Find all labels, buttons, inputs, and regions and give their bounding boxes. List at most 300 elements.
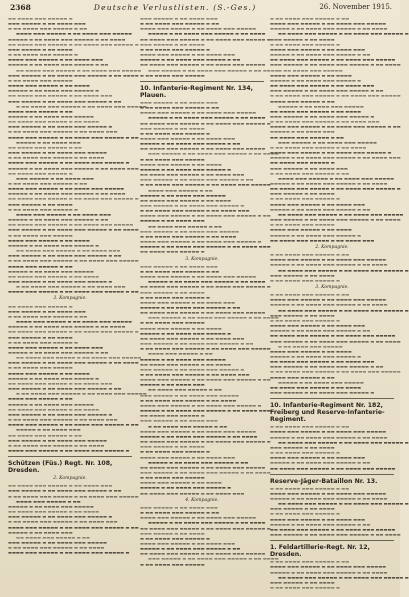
list-entry-line: ▬▬▬▬▬ ▬ ▬▬ ▬▬▬▬ ▬▬▬ bbox=[140, 218, 205, 224]
company-subheading: 3. Kompagnie. bbox=[53, 296, 87, 302]
list-entry-line: ▬▬▬▬▬ ▬ ▬▬ ▬▬▬▬ ▬▬▬ ▬▬▬▬▬ ▬ ▬▬ ▬▬▬▬ bbox=[8, 36, 126, 42]
list-entry-line: ▬▬▬▬ ▬▬▬ ▬▬▬▬▬ ▬ ▬▬ ▬▬▬▬ ▬▬▬ ▬▬▬▬▬ bbox=[140, 274, 257, 280]
list-entry-line: ▬ ▬▬ ▬▬▬▬ ▬▬▬ ▬▬▬▬▬ bbox=[140, 72, 205, 78]
list-entry-line: ▬▬▬▬▬ ▬ ▬▬ ▬▬▬▬ ▬▬▬ ▬▬▬▬▬ ▬ bbox=[140, 330, 232, 336]
list-entry-line: ▬▬ ▬▬▬▬ ▬▬▬ ▬▬▬▬▬ ▬ ▬▬ ▬▬▬▬ ▬▬▬ ▬▬▬▬▬ bbox=[140, 62, 266, 68]
list-entry-line: ▬▬ ▬▬▬▬ ▬▬▬ ▬▬▬▬▬ ▬ bbox=[8, 303, 73, 309]
list-entry-line: ▬ ▬▬ ▬▬▬▬ ▬▬▬ ▬▬▬▬▬ ▬ ▬▬ ▬▬▬▬ ▬▬▬ ▬▬▬▬▬ bbox=[270, 369, 401, 375]
list-entry-line: ▬▬▬ ▬▬▬▬▬ ▬ ▬▬ ▬▬▬▬ ▬▬▬ ▬▬▬▬▬ bbox=[140, 392, 239, 398]
list-entry-line: ▬▬▬ ▬▬▬▬▬ ▬ ▬▬ ▬▬▬▬ ▬▬▬ ▬▬▬▬▬ ▬ ▬▬ ▬▬▬▬ bbox=[140, 469, 271, 475]
list-entry-line: ▬▬▬▬▬ ▬ ▬▬ ▬▬▬▬ ▬▬▬ ▬▬▬▬▬ bbox=[8, 113, 94, 119]
list-entry-line: ▬▬ ▬▬▬▬ ▬▬▬ ▬▬▬▬▬ ▬ ▬▬ bbox=[270, 134, 344, 140]
list-entry-line: ▬ ▬▬ ▬▬▬▬ ▬▬▬ ▬▬▬▬▬ ▬ ▬▬ ▬▬▬▬ ▬▬▬ bbox=[8, 519, 118, 525]
list-entry-line: ▬ ▬▬ ▬▬▬▬ ▬▬▬ ▬▬▬▬▬ bbox=[140, 320, 205, 326]
list-entry-line: ▬▬ ▬▬▬▬ ▬▬▬ ▬▬▬▬▬ ▬ ▬▬ ▬▬▬▬ bbox=[8, 119, 100, 125]
list-entry-line: ▬▬▬ ▬▬▬▬▬ ▬ ▬▬ ▬▬▬▬ ▬▬▬ ▬▬▬▬▬ bbox=[278, 139, 377, 145]
list-entry-line: ▬▬ ▬▬▬▬ ▬▬▬ ▬▬▬▬▬ ▬ ▬▬ ▬▬▬▬ bbox=[8, 509, 100, 515]
list-entry-line: ▬▬▬ ▬▬▬▬▬ ▬ ▬▬ ▬▬▬▬ ▬▬▬ ▬▬▬▬▬ ▬ bbox=[8, 411, 113, 417]
list-entry-line: ▬▬▬▬▬ ▬ ▬▬ ▬▬▬▬ ▬▬▬ ▬▬▬▬▬ ▬ ▬▬ bbox=[140, 546, 241, 552]
list-entry-line: ▬▬▬▬ ▬▬▬ ▬▬▬▬▬ ▬ ▬▬ ▬▬▬▬ ▬▬▬ bbox=[140, 541, 236, 546]
list-entry-line: ▬▬▬ ▬▬▬▬▬ ▬ ▬▬ ▬▬▬▬ bbox=[140, 289, 205, 295]
list-entry-line: ▬ ▬▬ ▬▬▬▬ ▬▬▬ ▬▬▬▬▬ ▬ ▬▬ ▬▬▬▬ ▬▬▬ bbox=[8, 129, 118, 135]
list-entry-line: ▬▬▬▬ ▬▬▬ ▬▬▬▬▬ ▬ ▬▬ ▬▬▬▬ ▬▬▬ bbox=[270, 516, 366, 522]
list-entry-line: ▬▬ ▬▬▬▬ ▬▬▬ ▬▬▬▬▬ ▬ ▬▬ ▬▬▬▬ ▬▬▬ bbox=[140, 335, 245, 341]
list-entry-line: ▬ ▬▬ ▬▬▬▬ ▬▬▬ ▬▬▬▬▬ ▬ bbox=[270, 450, 340, 456]
list-entry-line: ▬▬▬▬ ▬▬▬ ▬▬▬▬▬ ▬ ▬▬ ▬▬▬▬ ▬▬▬ ▬▬▬▬▬ ▬ bbox=[8, 550, 130, 556]
list-entry-line: ▬▬▬▬ ▬▬▬ ▬▬▬▬▬ ▬ ▬▬ ▬▬▬▬ ▬▬▬ bbox=[270, 455, 366, 461]
list-entry-line: ▬▬▬ ▬▬▬▬▬ ▬ ▬▬ ▬▬▬▬ ▬▬▬ ▬▬▬▬▬ ▬ ▬▬ ▬▬▬▬ bbox=[270, 62, 401, 68]
list-entry-line: ▬▬▬ ▬▬▬▬▬ ▬ ▬▬ ▬▬▬▬ bbox=[140, 125, 205, 131]
list-entry-line: ▬▬▬▬▬ ▬ ▬▬ ▬▬▬▬ ▬▬▬ ▬▬▬▬▬ ▬ ▬▬ ▬▬▬▬ ▬▬▬ bbox=[270, 155, 401, 161]
list-entry-line: ▬ ▬▬ ▬▬▬▬ ▬▬▬ ▬▬▬▬▬ ▬ bbox=[270, 41, 340, 47]
list-entry-line: ▬▬▬▬▬ ▬ ▬▬ ▬▬▬▬ ▬▬▬ ▬▬▬▬▬ ▬ ▬▬ ▬▬▬▬ ▬▬▬ bbox=[8, 165, 139, 171]
list-entry-line: ▬▬ ▬▬▬▬ ▬▬▬ ▬▬▬▬▬ ▬ ▬▬ ▬▬▬▬ ▬▬▬ ▬▬▬▬▬ bbox=[270, 57, 396, 63]
list-entry-line: ▬▬ ▬▬▬▬ ▬▬▬ ▬▬▬▬▬ ▬ ▬▬ ▬▬▬▬ ▬▬▬ ▬▬▬▬▬ ▬ bbox=[278, 501, 409, 507]
list-entry-line: ▬▬▬▬ ▬▬▬ ▬▬▬▬▬ ▬ ▬▬ ▬▬▬▬ ▬▬▬ bbox=[140, 52, 236, 58]
list-entry-line: ▬▬▬▬ ▬▬▬ ▬▬▬▬▬ ▬ ▬▬ ▬▬▬▬ bbox=[270, 227, 352, 233]
list-entry-line: ▬▬▬▬ ▬▬▬ ▬▬▬▬▬ ▬ ▬▬ ▬▬▬▬ ▬▬▬ bbox=[270, 201, 366, 207]
list-entry-line: ▬ ▬▬ ▬▬▬▬ ▬▬▬ ▬▬▬▬▬ ▬ bbox=[270, 277, 340, 283]
list-entry-line: ▬▬ ▬▬▬▬ ▬▬▬ ▬▬▬▬▬ ▬ ▬▬ ▬▬▬▬ ▬▬▬ ▬▬▬▬▬ ▬ bbox=[140, 284, 271, 290]
list-entry-line: ▬▬▬▬▬ ▬ ▬▬ ▬▬▬▬ ▬▬▬ ▬▬▬▬▬ ▬ ▬▬ ▬▬▬▬ bbox=[270, 181, 388, 186]
list-entry-line: ▬▬▬▬ ▬▬▬ ▬▬▬▬▬ ▬ ▬▬ ▬▬▬▬ bbox=[140, 325, 222, 331]
list-entry-line: ▬▬▬▬ ▬▬▬ ▬▬▬▬▬ ▬ ▬▬ bbox=[270, 98, 335, 104]
list-entry-line: ▬▬▬ ▬▬▬▬▬ ▬ ▬▬ ▬▬▬▬ ▬▬▬ bbox=[140, 263, 218, 269]
list-entry-line: ▬▬▬ ▬▬▬▬▬ ▬ ▬▬ ▬▬▬▬ ▬▬▬ ▬▬▬▬▬ ▬ bbox=[8, 278, 113, 284]
list-entry-line: ▬▬▬▬ ▬▬▬ ▬▬▬▬▬ ▬ ▬▬ ▬▬▬▬ ▬▬▬ ▬▬▬▬▬ bbox=[270, 429, 387, 435]
list-entry-line: ▬▬ ▬▬▬▬ ▬▬▬ ▬▬▬▬▬ ▬ ▬▬ ▬▬▬▬ ▬▬▬ ▬▬▬▬▬ ▬ bbox=[140, 36, 271, 42]
list-entry-line: ▬▬▬ ▬▬▬▬▬ ▬ ▬▬ ▬▬▬▬ bbox=[140, 530, 205, 536]
list-entry-line: ▬ ▬▬ ▬▬▬▬ ▬▬▬ ▬▬▬▬▬ ▬ ▬▬ bbox=[140, 105, 220, 111]
list-entry-line: ▬▬ ▬▬▬▬ ▬▬▬ ▬▬▬▬▬ ▬ bbox=[140, 413, 205, 419]
text-column-2 bbox=[140, 16, 279, 591]
section-divider bbox=[270, 474, 394, 475]
list-entry-line: ▬▬ ▬▬▬▬ ▬▬▬ ▬▬▬▬▬ ▬ ▬▬ ▬▬▬▬ ▬▬▬ ▬▬▬▬▬ bbox=[140, 551, 266, 557]
list-entry-line: ▬▬ ▬▬▬▬ ▬▬▬ ▬▬▬▬▬ ▬ ▬▬ ▬▬▬▬ ▬▬▬ bbox=[8, 483, 113, 489]
list-entry-line: ▬ ▬▬ ▬▬▬▬ ▬▬▬ ▬▬▬▬▬ ▬ ▬▬ ▬▬▬▬ bbox=[140, 397, 237, 403]
list-entry-line: ▬ ▬▬ ▬▬▬▬ ▬▬▬ ▬▬▬▬▬ ▬ ▬▬ bbox=[8, 26, 88, 32]
company-subheading: 3. Kompagnie. bbox=[315, 284, 349, 290]
list-entry-line: ▬ ▬▬ ▬▬▬▬ ▬▬▬ ▬▬▬▬▬ ▬ ▬▬ bbox=[270, 16, 350, 21]
list-entry-line: ▬▬▬▬▬ ▬ ▬▬ ▬▬▬▬ ▬▬▬ ▬▬▬▬▬ ▬ ▬▬ ▬▬▬▬ bbox=[270, 26, 388, 32]
list-entry-line: ▬ ▬▬ ▬▬▬▬ ▬▬▬ ▬▬▬▬▬ ▬ ▬▬ ▬▬▬▬ bbox=[8, 545, 105, 551]
list-entry-line: ▬▬ ▬▬▬▬ ▬▬▬ ▬▬▬▬▬ ▬ ▬▬ ▬▬▬▬ ▬▬▬ ▬▬▬▬▬ bbox=[140, 146, 266, 152]
regiment-heading: 10. Infanterie-Regiment Nr. 182, Freiberg und Reserve-Infanterie-Regiment. bbox=[270, 402, 385, 424]
list-entry-line: ▬▬▬▬ ▬▬▬ ▬▬▬▬▬ ▬ ▬▬ ▬▬▬▬ ▬▬▬ ▬▬▬▬▬ bbox=[16, 31, 133, 37]
list-entry-line: ▬▬▬ ▬▬▬▬▬ ▬ ▬▬ ▬▬▬▬ bbox=[270, 36, 335, 42]
list-entry-line: ▬ ▬▬ ▬▬▬▬ ▬▬▬ ▬▬▬▬▬ ▬ ▬▬ ▬▬▬▬ ▬▬▬ ▬▬▬▬▬ bbox=[270, 93, 401, 99]
list-entry-line: ▬▬▬ ▬▬▬▬▬ ▬ ▬▬ ▬▬▬▬ bbox=[270, 272, 335, 278]
list-entry-line: ▬▬ ▬▬▬▬ ▬▬▬ ▬▬▬▬▬ ▬ ▬▬ ▬▬▬▬ bbox=[8, 273, 100, 279]
list-entry-line: ▬▬▬ ▬▬▬▬▬ ▬ ▬▬ ▬▬▬▬ ▬▬▬ ▬▬▬▬▬ ▬ ▬▬ ▬▬▬▬ bbox=[270, 338, 401, 344]
list-entry-line: ▬▬▬▬▬ ▬ ▬▬ ▬▬▬▬ ▬▬▬ ▬▬▬▬▬ ▬ ▬▬ ▬▬▬▬ bbox=[270, 262, 388, 268]
list-entry-line: ▬ ▬▬ ▬▬▬▬ ▬▬▬ ▬▬▬▬▬ bbox=[270, 222, 335, 228]
list-entry-line: ▬ ▬▬ ▬▬▬▬ ▬▬▬ ▬▬▬▬▬ ▬ ▬▬ ▬▬▬▬ ▬▬▬ bbox=[16, 284, 126, 290]
list-entry-line: ▬▬▬▬ ▬▬▬ ▬▬▬▬▬ ▬ ▬▬ ▬▬▬▬ ▬▬▬ ▬▬▬▬▬ bbox=[16, 319, 133, 325]
list-entry-line: ▬▬ ▬▬▬▬ ▬▬▬ ▬▬▬▬▬ ▬ ▬▬ ▬▬▬▬ ▬▬▬ ▬▬▬▬▬ bbox=[16, 67, 142, 73]
list-entry-line: ▬▬ ▬▬▬▬ ▬▬▬ ▬▬▬▬▬ ▬ ▬▬ ▬▬▬▬ ▬▬▬ ▬▬▬▬▬ ▬ bbox=[278, 307, 409, 313]
list-entry-line: ▬ ▬▬ ▬▬▬▬ ▬▬▬ ▬▬▬▬▬ ▬ ▬▬ ▬▬▬▬ ▬▬▬ bbox=[140, 208, 250, 214]
list-entry-line: ▬▬▬▬▬ ▬ ▬▬ ▬▬▬▬ ▬▬▬ ▬▬▬▬▬ ▬ ▬▬ bbox=[148, 459, 249, 465]
list-entry-line: ▬▬▬▬▬ ▬ ▬▬ ▬▬▬▬ ▬▬▬ ▬▬▬▬▬ ▬ bbox=[8, 375, 100, 381]
list-entry-line: ▬▬ ▬▬▬▬ ▬▬▬ ▬▬▬▬▬ ▬ ▬▬ ▬▬▬▬ ▬▬▬ bbox=[16, 248, 121, 254]
list-entry-line: ▬▬▬ ▬▬▬▬▬ ▬ ▬▬ ▬▬▬▬ ▬▬▬ ▬▬▬▬▬ ▬ ▬▬ bbox=[8, 98, 122, 104]
list-entry-line: ▬ ▬▬ ▬▬▬▬ ▬▬▬ ▬▬▬▬▬ bbox=[8, 365, 73, 371]
list-entry-line: ▬ ▬▬ ▬▬▬▬ ▬▬▬ ▬▬▬▬▬ ▬ bbox=[270, 511, 340, 517]
list-entry-line: ▬▬▬▬ ▬▬▬ ▬▬▬▬▬ ▬ ▬▬ ▬▬▬▬ ▬▬▬ ▬▬▬▬▬ ▬ bbox=[140, 239, 262, 245]
list-entry-line: ▬▬ ▬▬▬▬ ▬▬▬ ▬▬▬▬▬ ▬ ▬▬ ▬▬▬▬ ▬▬▬ bbox=[140, 172, 245, 178]
list-entry-line: ▬ ▬▬ ▬▬▬▬ ▬▬▬ ▬▬▬▬▬ ▬ ▬▬ ▬▬▬▬ ▬▬▬ ▬▬▬▬▬ bbox=[16, 391, 147, 397]
list-entry-line: ▬▬ ▬▬▬▬ ▬▬▬ ▬▬▬▬▬ ▬ ▬▬ ▬▬▬▬ bbox=[270, 384, 362, 390]
list-entry-line: ▬▬▬▬ ▬▬▬ ▬▬▬▬▬ ▬ ▬▬ ▬▬▬▬ ▬▬▬ ▬▬▬▬▬ bbox=[140, 26, 257, 32]
list-entry-line: ▬▬▬ ▬▬▬▬▬ ▬ ▬▬ ▬▬▬▬ bbox=[8, 46, 73, 52]
list-entry-line: ▬▬ ▬▬▬▬ ▬▬▬ ▬▬▬▬▬ ▬ ▬▬ ▬▬▬▬ ▬▬▬ bbox=[8, 93, 113, 99]
list-entry-line: ▬▬▬▬▬ ▬ ▬▬ ▬▬▬▬ ▬▬▬ ▬▬▬▬▬ ▬ ▬▬ bbox=[270, 52, 371, 58]
list-entry-line: ▬ ▬▬ ▬▬▬▬ ▬▬▬ ▬▬▬▬▬ bbox=[140, 561, 205, 567]
list-entry-line: ▬▬ ▬▬▬▬ ▬▬▬ ▬▬▬▬▬ ▬ ▬▬ ▬▬▬▬ ▬▬▬ bbox=[270, 83, 375, 89]
list-entry-line: ▬▬▬▬ ▬▬▬ ▬▬▬▬▬ ▬ ▬▬ ▬▬▬▬ bbox=[270, 348, 352, 354]
list-entry-line: ▬ ▬▬ ▬▬▬▬ ▬▬▬ ▬▬▬▬▬ ▬ ▬▬ ▬▬▬▬ ▬▬▬ bbox=[140, 372, 250, 377]
list-entry-line: ▬▬▬▬ ▬▬▬ ▬▬▬▬▬ ▬ ▬▬ ▬▬▬▬ ▬▬▬ ▬▬▬▬▬ ▬ ▬▬ bbox=[8, 524, 139, 530]
list-entry-line: ▬▬▬▬▬ ▬ ▬▬ ▬▬▬▬ ▬▬▬ ▬▬▬▬▬ ▬ ▬▬ ▬▬▬▬ bbox=[140, 433, 258, 439]
list-entry-line: ▬▬▬▬▬ ▬ ▬▬ ▬▬▬▬ ▬▬▬ ▬▬▬▬▬ ▬ ▬▬ ▬▬▬▬ bbox=[8, 191, 126, 197]
list-entry-line: ▬ ▬▬ ▬▬▬▬ ▬▬▬ ▬▬▬▬▬ ▬ ▬▬ ▬▬▬▬ bbox=[8, 442, 105, 448]
list-entry-line: ▬▬ ▬▬▬▬ ▬▬▬ ▬▬▬▬▬ ▬ ▬▬ ▬▬▬▬ ▬▬▬ bbox=[140, 490, 245, 496]
section-divider bbox=[140, 81, 264, 82]
list-entry-line: ▬▬ ▬▬▬▬ ▬▬▬ ▬▬▬▬▬ ▬ ▬▬ ▬▬▬▬ bbox=[140, 197, 232, 203]
list-entry-line: ▬ ▬▬ ▬▬▬▬ ▬▬▬ ▬▬▬▬▬ ▬ bbox=[140, 294, 210, 300]
list-entry-line: ▬▬ ▬▬▬▬ ▬▬▬ ▬▬▬▬▬ ▬ bbox=[8, 16, 73, 21]
list-entry-line: ▬▬▬ ▬▬▬▬▬ ▬ ▬▬ ▬▬▬▬ ▬▬▬ bbox=[140, 16, 218, 21]
list-entry-line: ▬ ▬▬ ▬▬▬▬ ▬▬▬ ▬▬▬▬▬ bbox=[278, 67, 343, 73]
list-entry-line: ▬ ▬▬ ▬▬▬▬ ▬▬▬ ▬▬▬▬▬ ▬ bbox=[8, 339, 78, 345]
list-entry-line: ▬▬▬▬▬ ▬ ▬▬ ▬▬▬▬ ▬▬▬ bbox=[140, 382, 205, 388]
list-entry-line: ▬▬▬▬ ▬▬▬ ▬▬▬▬▬ ▬ ▬▬ ▬▬▬▬ ▬▬▬ ▬▬▬▬▬ ▬ bbox=[270, 150, 392, 156]
list-entry-line: ▬▬ ▬▬▬▬ ▬▬▬ ▬▬▬▬▬ ▬ ▬▬ ▬▬▬▬ ▬▬▬ ▬▬▬▬▬ ▬ bbox=[140, 120, 271, 126]
list-entry-line: ▬▬▬ ▬▬▬▬▬ ▬ ▬▬ ▬▬▬▬ bbox=[270, 444, 335, 450]
list-entry-line: ▬▬▬▬ ▬▬▬ ▬▬▬▬▬ ▬ ▬▬ ▬▬▬▬ ▬▬▬ ▬▬▬▬▬ ▬ bbox=[140, 402, 262, 408]
list-entry-line: ▬▬▬▬▬ ▬ ▬▬ ▬▬▬▬ ▬▬▬ bbox=[8, 529, 73, 535]
list-entry-line: ▬▬▬ ▬▬▬▬▬ ▬ ▬▬ ▬▬▬▬ ▬▬▬ bbox=[8, 308, 86, 314]
list-entry-line: ▬▬▬▬▬ ▬ ▬▬ ▬▬▬▬ ▬▬▬ bbox=[16, 139, 81, 145]
list-entry-line: ▬▬ ▬▬▬▬ ▬▬▬ ▬▬▬▬▬ ▬ ▬▬ bbox=[148, 223, 222, 229]
list-entry-line: ▬▬▬▬▬ ▬ ▬▬ ▬▬▬▬ ▬▬▬ ▬▬▬▬▬ ▬ bbox=[140, 485, 232, 491]
company-subheading: 2. Kompagnie. bbox=[315, 244, 349, 250]
list-entry-line: ▬▬▬ ▬▬▬▬▬ ▬ ▬▬ ▬▬▬▬ ▬▬▬ ▬▬▬▬▬ bbox=[8, 150, 107, 156]
list-entry-line: ▬▬▬▬▬ ▬ ▬▬ ▬▬▬▬ ▬▬▬ ▬▬▬▬▬ ▬ ▬▬ ▬▬▬▬ bbox=[270, 302, 388, 308]
list-entry-line: ▬▬▬▬ ▬▬▬ ▬▬▬▬▬ ▬ ▬▬ ▬▬▬▬ ▬▬▬ ▬▬▬▬▬ ▬ bbox=[8, 160, 130, 166]
list-entry-line: ▬▬▬▬ ▬▬▬ ▬▬▬▬▬ ▬ ▬▬ ▬▬▬▬ bbox=[8, 237, 90, 243]
list-entry-line: ▬▬▬▬ ▬▬▬ ▬▬▬▬▬ ▬ ▬▬ bbox=[8, 263, 73, 269]
list-entry-line: ▬▬▬▬ ▬▬▬ ▬▬▬▬▬ ▬ ▬▬ ▬▬▬▬ ▬▬▬ bbox=[140, 454, 236, 460]
list-entry-line: ▬▬▬▬ ▬▬▬ ▬▬▬▬▬ ▬ ▬▬ ▬▬▬▬ ▬▬▬ bbox=[140, 135, 236, 141]
list-entry-line: ▬▬▬▬ ▬▬▬ ▬▬▬▬▬ ▬ ▬▬ bbox=[148, 187, 213, 193]
list-entry-line: ▬▬ ▬▬▬▬ ▬▬▬ ▬▬▬▬▬ ▬ ▬▬ ▬▬▬▬ ▬▬▬ ▬▬▬▬▬ ▬ bbox=[278, 267, 409, 273]
list-entry-line: ▬ ▬▬ ▬▬▬▬ ▬▬▬ ▬▬▬▬▬ ▬ ▬▬ ▬▬▬▬ ▬▬▬ ▬▬▬▬▬ bbox=[8, 258, 139, 264]
list-entry-line: ▬▬▬▬▬ ▬ ▬▬ ▬▬▬▬ ▬▬▬ ▬▬▬▬▬ ▬ ▬▬ ▬▬▬▬ bbox=[8, 324, 126, 330]
section-divider bbox=[8, 456, 132, 457]
list-entry-line: ▬ ▬▬ ▬▬▬▬ ▬▬▬ ▬▬▬▬▬ ▬ ▬▬ ▬▬▬▬ ▬▬▬ ▬▬▬▬▬ bbox=[16, 103, 147, 109]
list-entry-line: ▬▬▬ ▬▬▬▬▬ ▬ ▬▬ ▬▬▬▬ ▬▬▬ ▬▬▬▬▬ ▬ ▬▬ ▬▬▬▬ bbox=[148, 556, 279, 562]
list-entry-line: ▬▬▬ ▬▬▬▬▬ ▬ ▬▬ ▬▬▬▬ ▬▬▬ bbox=[8, 21, 86, 27]
list-entry-line: ▬ ▬▬ ▬▬▬▬ ▬▬▬ ▬▬▬▬▬ ▬ ▬▬ bbox=[8, 313, 88, 319]
list-entry-line: ▬▬▬ ▬▬▬▬▬ ▬ ▬▬ ▬▬▬▬ ▬▬▬ ▬▬▬▬▬ ▬ ▬▬ ▬▬▬▬ bbox=[270, 532, 401, 538]
list-entry-line: ▬▬▬▬ ▬▬▬ ▬▬▬▬▬ ▬ ▬▬ ▬▬▬▬ ▬▬▬ ▬▬▬▬▬ ▬ bbox=[8, 447, 130, 453]
list-entry-line: ▬▬▬ ▬▬▬▬▬ ▬ ▬▬ ▬▬▬▬ ▬▬▬ ▬▬▬▬▬ ▬ ▬▬ bbox=[8, 488, 122, 494]
list-entry-line: ▬▬ ▬▬▬▬ ▬▬▬ ▬▬▬▬▬ ▬ ▬▬ ▬▬▬▬ ▬▬▬ ▬▬▬▬▬ ▬ bbox=[278, 31, 409, 37]
list-entry-line: ▬▬ ▬▬▬▬ ▬▬▬ ▬▬▬▬▬ ▬ ▬▬ ▬▬▬▬ ▬▬▬ bbox=[270, 359, 375, 365]
list-entry-line: ▬▬ ▬▬▬▬ ▬▬▬ ▬▬▬▬▬ ▬ ▬▬ ▬▬▬▬ ▬▬▬ ▬▬▬▬▬ bbox=[16, 355, 142, 361]
list-entry-line: ▬ ▬▬ ▬▬▬▬ ▬▬▬ ▬▬▬▬▬ ▬ bbox=[140, 46, 210, 52]
publication-title: Deutsche Verlustlisten. (S.-Ges.) bbox=[93, 2, 257, 12]
list-entry-line: ▬▬ ▬▬▬▬ ▬▬▬ ▬▬▬▬▬ ▬ ▬▬ ▬▬▬▬ ▬▬▬ ▬▬▬▬▬ ▬ bbox=[140, 439, 271, 445]
list-entry-line: ▬▬▬▬▬ ▬ ▬▬ ▬▬▬▬ ▬▬▬ ▬▬▬▬▬ ▬ ▬▬ bbox=[270, 206, 371, 212]
list-entry-line: ▬▬▬▬ ▬▬▬ ▬▬▬▬▬ ▬ ▬▬ ▬▬▬▬ ▬▬▬ ▬▬▬▬▬ ▬ ▬▬ bbox=[140, 213, 271, 219]
list-entry-line: ▬ ▬▬ ▬▬▬▬ ▬▬▬ ▬▬▬▬▬ ▬ ▬▬ ▬▬▬▬ bbox=[270, 144, 367, 150]
list-entry-line: ▬▬▬ ▬▬▬▬▬ ▬ ▬▬ ▬▬▬▬ ▬▬▬ ▬▬▬▬▬ ▬ ▬▬ bbox=[8, 386, 122, 392]
list-entry-line: ▬▬▬ ▬▬▬▬▬ ▬ ▬▬ ▬▬▬▬ ▬▬▬ ▬▬▬▬▬ bbox=[8, 437, 107, 443]
list-entry-line: ▬ ▬▬ ▬▬▬▬ ▬▬▬ ▬▬▬▬▬ ▬ ▬▬ ▬▬▬▬ ▬▬▬ ▬▬▬▬▬ bbox=[140, 346, 271, 352]
list-entry-line: ▬▬▬▬▬ ▬ ▬▬ ▬▬▬▬ ▬▬▬ ▬▬▬▬▬ ▬ ▬▬ ▬▬▬▬ bbox=[148, 31, 266, 37]
list-entry-line: ▬▬▬▬ ▬▬▬ ▬▬▬▬▬ ▬ ▬▬ ▬▬▬▬ bbox=[270, 72, 352, 78]
list-entry-line: ▬▬▬ ▬▬▬▬▬ ▬ ▬▬ ▬▬▬▬ ▬▬▬ ▬▬▬▬▬ ▬ bbox=[270, 113, 375, 119]
list-entry-line: ▬ ▬▬ ▬▬▬▬ ▬▬▬ ▬▬▬▬▬ ▬ ▬▬ ▬▬▬▬ ▬▬▬ ▬▬▬▬▬ bbox=[140, 182, 271, 188]
list-entry-line: ▬▬ ▬▬▬▬ ▬▬▬ ▬▬▬▬▬ ▬ bbox=[270, 160, 335, 166]
list-entry-line: ▬ ▬▬ ▬▬▬▬ ▬▬▬ ▬▬▬▬▬ ▬ bbox=[270, 585, 340, 590]
list-entry-line: ▬▬▬ ▬▬▬▬▬ ▬ ▬▬ ▬▬▬▬ ▬▬▬ ▬▬▬▬▬ ▬ ▬▬ ▬▬▬▬ bbox=[148, 67, 279, 73]
list-entry-line: ▬ ▬▬ ▬▬▬▬ ▬▬▬ ▬▬▬▬▬ ▬ bbox=[140, 130, 210, 136]
list-entry-line: ▬▬▬▬ ▬▬▬ ▬▬▬▬▬ ▬ ▬▬ ▬▬▬▬ ▬▬▬ ▬▬▬▬▬ ▬ ▬▬ bbox=[140, 377, 271, 383]
list-entry-line: ▬▬▬▬ ▬▬▬ ▬▬▬▬▬ ▬ ▬▬ ▬▬▬▬ ▬▬▬ ▬▬▬▬▬ bbox=[8, 186, 125, 192]
list-entry-line: ▬▬ ▬▬▬▬ ▬▬▬ ▬▬▬▬▬ ▬ ▬▬ ▬▬▬▬ ▬▬▬ ▬▬▬▬▬ bbox=[270, 526, 396, 532]
regiment-heading: 1. Feldartillerie-Regt. Nr. 12, Dresden. bbox=[270, 544, 370, 559]
list-entry-line: ▬▬▬ ▬▬▬▬▬ ▬ ▬▬ ▬▬▬▬ ▬▬▬ ▬▬▬▬▬ ▬ bbox=[270, 390, 375, 396]
list-entry-line: ▬▬▬▬ ▬▬▬ ▬▬▬▬▬ ▬ ▬▬ ▬▬▬▬ ▬▬▬ ▬▬▬▬▬ bbox=[270, 21, 387, 27]
list-entry-line: ▬▬▬▬▬ ▬ ▬▬ ▬▬▬▬ ▬▬▬ ▬▬▬▬▬ bbox=[278, 379, 364, 385]
list-entry-line: ▬▬▬ ▬▬▬▬▬ ▬ ▬▬ ▬▬▬▬ bbox=[270, 191, 335, 197]
list-entry-line: ▬▬ ▬▬▬▬ ▬▬▬ ▬▬▬▬▬ ▬ ▬▬ ▬▬▬▬ bbox=[270, 108, 362, 114]
list-entry-line: ▬▬▬ ▬▬▬▬▬ ▬ ▬▬ ▬▬▬▬ ▬▬▬ bbox=[140, 99, 218, 105]
list-entry-line: ▬▬▬▬▬ ▬ ▬▬ ▬▬▬▬ ▬▬▬ ▬▬▬▬▬ ▬ ▬▬ bbox=[270, 460, 371, 466]
list-entry-line: ▬▬▬▬▬ ▬ ▬▬ ▬▬▬▬ ▬▬▬ ▬▬▬▬▬ ▬ ▬▬ bbox=[270, 328, 371, 334]
list-entry-line: ▬▬ ▬▬▬▬ ▬▬▬ ▬▬▬▬▬ ▬ ▬▬ ▬▬▬▬ ▬▬▬ ▬▬▬▬▬ ▬ bbox=[8, 329, 139, 335]
company-subheading: 3. Kompagnie. bbox=[185, 256, 219, 262]
list-entry-line: ▬▬ ▬▬▬▬ ▬▬▬ ▬▬▬▬▬ ▬ bbox=[8, 170, 73, 176]
list-entry-line: ▬▬▬▬ ▬▬▬ ▬▬▬▬▬ ▬ ▬▬ ▬▬▬▬ ▬▬▬ ▬▬▬▬▬ ▬ ▬▬ bbox=[8, 422, 139, 428]
list-entry-line: ▬ ▬▬ ▬▬▬▬ ▬▬▬ ▬▬▬▬▬ ▬ bbox=[270, 196, 340, 202]
list-entry-line: ▬▬▬▬ ▬▬▬ ▬▬▬▬▬ ▬ ▬▬ ▬▬▬▬ bbox=[140, 161, 222, 167]
list-entry-line: ▬▬ ▬▬▬▬ ▬▬▬ ▬▬▬▬▬ ▬ ▬▬ ▬▬▬▬ ▬▬▬ ▬▬▬▬▬ bbox=[8, 222, 134, 228]
list-entry-line: ▬▬▬▬▬ ▬ ▬▬ ▬▬▬▬ ▬▬▬ ▬▬▬▬▬ bbox=[8, 401, 94, 407]
page-header bbox=[10, 1, 392, 13]
list-entry-line: ▬ ▬▬ ▬▬▬▬ ▬▬▬ ▬▬▬▬▬ ▬ ▬▬ bbox=[148, 423, 228, 429]
list-entry-line: ▬▬▬ ▬▬▬▬▬ ▬ ▬▬ ▬▬▬▬ ▬▬▬ ▬▬▬▬▬ ▬ ▬▬ bbox=[8, 253, 122, 259]
company-subheading: 2. Kompagnie. bbox=[53, 476, 87, 482]
list-entry-line: ▬▬ ▬▬▬▬ ▬▬▬ ▬▬▬▬▬ ▬ bbox=[140, 249, 205, 255]
list-entry-line: ▬▬ ▬▬▬▬ ▬▬▬ ▬▬▬▬▬ ▬ ▬▬ ▬▬▬▬ bbox=[140, 361, 232, 367]
company-subheading: 4. Kompagnie. bbox=[185, 497, 219, 503]
list-entry-line: ▬▬ ▬▬▬▬ ▬▬▬ ▬▬▬▬▬ ▬ ▬▬ ▬▬▬▬ ▬▬▬ ▬▬▬▬▬ bbox=[140, 464, 266, 470]
list-entry-line: ▬▬▬▬ ▬▬▬ ▬▬▬▬▬ ▬ ▬▬ ▬▬▬▬ ▬▬▬ ▬▬▬▬▬ bbox=[270, 257, 387, 263]
list-entry-line: ▬▬▬▬▬ ▬ ▬▬ ▬▬▬▬ ▬▬▬ ▬▬▬▬▬ bbox=[278, 103, 364, 109]
list-entry-line: ▬▬▬▬▬ ▬ ▬▬ ▬▬▬▬ ▬▬▬ ▬▬▬▬▬ ▬ bbox=[140, 166, 232, 172]
list-entry-line: ▬▬▬▬▬ ▬ ▬▬ ▬▬▬▬ ▬▬▬ bbox=[270, 129, 335, 135]
list-entry-line: ▬▬▬ ▬▬▬▬▬ ▬ ▬▬ ▬▬▬▬ ▬▬▬ ▬▬▬▬▬ ▬ bbox=[8, 514, 113, 520]
list-entry-line: ▬ ▬▬ ▬▬▬▬ ▬▬▬ ▬▬▬▬▬ bbox=[8, 77, 73, 83]
list-entry-line: ▬ ▬▬ ▬▬▬▬ ▬▬▬ ▬▬▬▬▬ ▬ bbox=[140, 535, 210, 541]
list-entry-line: ▬▬▬ ▬▬▬▬▬ ▬ ▬▬ ▬▬▬▬ ▬▬▬ bbox=[270, 165, 348, 171]
list-entry-line: ▬▬▬▬ ▬▬▬ ▬▬▬▬▬ ▬ ▬▬ ▬▬▬▬ ▬▬▬ bbox=[270, 323, 366, 329]
list-entry-line: ▬▬▬▬ ▬▬▬ ▬▬▬▬▬ ▬ ▬▬ ▬▬▬▬ bbox=[8, 83, 90, 89]
list-entry-line: ▬▬▬▬ ▬▬▬ ▬▬▬▬▬ ▬ ▬▬ ▬▬▬▬ ▬▬▬ ▬▬▬▬▬ ▬ ▬▬ bbox=[8, 289, 139, 295]
list-entry-line: ▬ ▬▬ ▬▬▬▬ ▬▬▬ ▬▬▬▬▬ ▬ bbox=[8, 206, 78, 212]
list-entry-line: ▬▬▬ ▬▬▬▬▬ ▬ ▬▬ ▬▬▬▬ ▬▬▬ ▬▬▬▬▬ ▬ ▬▬ ▬▬▬▬ bbox=[148, 151, 279, 157]
list-entry-line: ▬▬▬▬ ▬▬▬ ▬▬▬▬▬ ▬ ▬▬ ▬▬▬▬ ▬▬▬ ▬▬▬▬▬ bbox=[270, 297, 387, 303]
list-entry-line: ▬▬▬▬▬ ▬ ▬▬ ▬▬▬▬ ▬▬▬ ▬▬▬▬▬ ▬ ▬▬ ▬▬▬▬ bbox=[148, 279, 266, 285]
list-entry-line: ▬▬▬ ▬▬▬▬▬ ▬ ▬▬ ▬▬▬▬ ▬▬▬ bbox=[140, 504, 218, 510]
list-entry-line: ▬▬▬▬▬ ▬ ▬▬ ▬▬▬▬ ▬▬▬ ▬▬▬▬▬ ▬ ▬▬ ▬▬▬▬ ▬▬▬ bbox=[140, 244, 271, 250]
list-entry-line: ▬▬▬▬▬ ▬ ▬▬ ▬▬▬▬ ▬▬▬ ▬▬▬▬▬ bbox=[140, 192, 226, 198]
page-number: 2368 bbox=[10, 2, 31, 12]
list-entry-line: ▬▬▬ ▬▬▬▬▬ ▬ ▬▬ ▬▬▬▬ ▬▬▬ ▬▬▬▬▬ ▬ ▬▬ bbox=[140, 177, 254, 183]
list-entry-line: ▬▬▬ ▬▬▬▬▬ ▬ ▬▬ ▬▬▬▬ ▬▬▬ ▬▬▬▬▬ ▬ bbox=[140, 366, 245, 372]
list-entry-line: ▬ ▬▬ ▬▬▬▬ ▬▬▬ ▬▬▬▬▬ ▬ ▬▬ ▬▬▬▬ bbox=[8, 155, 105, 161]
list-entry-line: ▬▬ ▬▬▬▬ ▬▬▬ ▬▬▬▬▬ ▬ ▬▬ ▬▬▬▬ ▬▬▬ ▬▬▬▬▬ bbox=[140, 310, 266, 316]
list-entry-line: ▬▬▬ ▬▬▬▬▬ ▬ ▬▬ ▬▬▬▬ ▬▬▬ ▬▬▬▬▬ bbox=[140, 228, 239, 234]
list-entry-line: ▬▬▬ ▬▬▬▬▬ ▬ ▬▬ ▬▬▬▬ ▬▬▬ ▬▬▬▬▬ ▬ ▬▬ ▬▬▬▬ bbox=[270, 217, 401, 223]
list-entry-line: ▬ ▬▬ ▬▬▬▬ ▬▬▬ ▬▬▬▬▬ bbox=[8, 232, 73, 238]
list-entry-line: ▬ ▬▬ ▬▬▬▬ ▬▬▬ ▬▬▬▬▬ ▬ ▬▬ bbox=[140, 268, 220, 274]
list-entry-line: ▬▬▬▬▬ ▬ ▬▬ ▬▬▬▬ ▬▬▬ ▬▬▬▬▬ ▬ ▬▬ bbox=[8, 217, 109, 223]
list-entry-line: ▬▬▬▬ ▬▬▬ ▬▬▬▬▬ ▬ ▬▬ ▬▬▬▬ bbox=[140, 480, 222, 486]
list-entry-line: ▬▬ ▬▬▬▬ ▬▬▬ ▬▬▬▬▬ ▬ ▬▬ ▬▬▬▬ ▬▬▬ ▬▬▬▬▬ ▬ bbox=[278, 439, 409, 445]
list-entry-line: ▬▬ ▬▬▬▬ ▬▬▬ ▬▬▬▬▬ ▬ ▬▬ ▬▬▬▬ ▬▬▬ ▬▬▬▬▬ ▬ bbox=[140, 525, 271, 531]
list-entry-line: ▬▬▬▬▬ ▬ ▬▬ ▬▬▬▬ ▬▬▬ ▬▬▬▬▬ bbox=[8, 503, 94, 509]
list-entry-line: ▬ ▬▬ ▬▬▬▬ ▬▬▬ ▬▬▬▬▬ ▬ ▬▬ ▬▬▬▬ ▬▬▬ ▬▬▬▬▬ bbox=[8, 493, 139, 499]
list-entry-line: ▬▬▬▬▬ ▬ ▬▬ ▬▬▬▬ ▬▬▬ ▬▬▬▬▬ ▬ ▬▬ ▬▬▬▬ bbox=[270, 569, 388, 575]
list-entry-line: ▬▬▬▬▬ ▬ ▬▬ ▬▬▬▬ ▬▬▬ ▬▬▬▬▬ ▬ bbox=[270, 77, 362, 83]
list-entry-line: ▬▬▬ ▬▬▬▬▬ ▬ ▬▬ ▬▬▬▬ ▬▬▬ ▬▬▬▬▬ ▬ ▬▬ ▬▬▬▬ bbox=[8, 360, 139, 366]
list-entry-line: ▬▬ ▬▬▬▬ ▬▬▬ ▬▬▬▬▬ ▬ ▬▬ ▬▬▬▬ ▬▬▬ ▬▬▬▬▬ ▬ bbox=[8, 196, 139, 202]
list-entry-line: ▬▬▬▬▬ ▬ ▬▬ ▬▬▬▬ ▬▬▬ ▬▬▬▬▬ ▬ bbox=[8, 242, 100, 248]
list-entry-line: ▬▬▬ ▬▬▬▬▬ ▬ ▬▬ ▬▬▬▬ ▬▬▬ ▬▬▬▬▬ ▬ bbox=[8, 124, 113, 130]
list-entry-line: ▬▬▬▬▬ ▬ ▬▬ ▬▬▬▬ ▬▬▬ ▬▬▬▬▬ ▬ ▬▬ bbox=[8, 62, 109, 68]
list-entry-line: ▬▬▬ ▬▬▬▬▬ ▬ ▬▬ ▬▬▬▬ ▬▬▬ ▬▬▬▬▬ ▬ ▬▬ ▬▬▬▬ bbox=[148, 315, 279, 321]
list-entry-line: ▬▬▬▬▬ ▬ ▬▬ ▬▬▬▬ ▬▬▬ ▬▬▬▬▬ ▬ bbox=[270, 354, 362, 359]
list-entry-line: ▬ ▬▬ ▬▬▬▬ ▬▬▬ ▬▬▬▬▬ ▬ ▬▬ bbox=[270, 559, 350, 565]
list-entry-line: ▬▬▬▬▬ ▬ ▬▬ ▬▬▬▬ ▬▬▬ ▬▬▬▬▬ ▬ ▬▬ bbox=[8, 350, 109, 355]
list-entry-line: ▬▬▬▬ ▬▬▬ ▬▬▬▬▬ ▬ ▬▬ ▬▬▬▬ ▬▬▬ bbox=[270, 46, 366, 52]
list-entry-line: ▬▬▬▬ ▬▬▬ ▬▬▬▬▬ ▬ ▬▬ ▬▬▬▬ ▬▬▬ ▬▬▬▬▬ bbox=[270, 490, 387, 496]
list-entry-line: ▬ ▬▬ ▬▬▬▬ ▬▬▬ ▬▬▬▬▬ bbox=[278, 343, 343, 349]
list-entry-line: ▬▬ ▬▬▬▬ ▬▬▬ ▬▬▬▬▬ ▬ ▬▬ ▬▬▬▬ ▬▬▬ bbox=[270, 237, 375, 243]
list-entry-line: ▬▬ ▬▬▬▬ ▬▬▬ ▬▬▬▬▬ ▬ ▬▬ ▬▬▬▬ ▬▬▬ ▬▬▬▬▬ bbox=[270, 465, 396, 471]
list-entry-line: ▬▬▬▬ ▬▬▬ ▬▬▬▬▬ ▬ ▬▬ ▬▬▬▬ ▬▬▬ ▬▬▬▬▬ bbox=[278, 175, 395, 181]
list-entry-line: ▬ ▬▬ ▬▬▬▬ ▬▬▬ ▬▬▬▬▬ ▬ ▬▬ ▬▬▬▬ ▬▬▬ bbox=[270, 119, 380, 125]
list-entry-line: ▬▬▬▬▬ ▬ ▬▬ ▬▬▬▬ ▬▬▬ ▬▬▬▬▬ ▬ ▬▬ bbox=[140, 304, 241, 310]
list-entry-line: ▬▬ ▬▬▬▬ ▬▬▬ ▬▬▬▬▬ ▬ ▬▬ bbox=[148, 387, 222, 393]
list-entry-line: ▬▬▬ ▬▬▬▬▬ ▬ ▬▬ ▬▬▬▬ bbox=[270, 506, 335, 512]
list-entry-line: ▬▬▬▬ ▬▬▬ ▬▬▬▬▬ ▬ ▬▬ ▬▬▬▬ ▬▬▬ bbox=[140, 299, 236, 305]
list-entry-line: ▬▬▬ ▬▬▬▬▬ ▬ ▬▬ ▬▬▬▬ ▬▬▬ ▬▬▬▬▬ bbox=[8, 540, 107, 545]
list-entry-line: ▬ ▬▬ ▬▬▬▬ ▬▬▬ ▬▬▬▬▬ bbox=[140, 475, 205, 481]
text-column-1 bbox=[8, 16, 147, 591]
list-entry-line: ▬▬▬ ▬▬▬▬▬ ▬ ▬▬ ▬▬▬▬ bbox=[8, 334, 73, 340]
list-entry-line: ▬▬▬ ▬▬▬▬▬ ▬ ▬▬ ▬▬▬▬ bbox=[270, 312, 335, 318]
list-entry-line: ▬▬▬▬ ▬▬▬ ▬▬▬▬▬ ▬ ▬▬ bbox=[16, 498, 81, 504]
list-entry-line: ▬ ▬▬ ▬▬▬▬ ▬▬▬ ▬▬▬▬▬ ▬ ▬▬ bbox=[270, 170, 350, 176]
list-entry-line: ▬▬▬▬ ▬▬▬ ▬▬▬▬▬ ▬ ▬▬ bbox=[8, 108, 73, 114]
list-entry-line: ▬▬▬▬ ▬▬▬ ▬▬▬▬▬ ▬ ▬▬ ▬▬▬▬ ▬▬▬ bbox=[8, 57, 104, 63]
list-entry-line: ▬▬▬▬▬ ▬ ▬▬ ▬▬▬▬ ▬▬▬ ▬▬▬▬▬ ▬ ▬▬ bbox=[270, 521, 371, 527]
list-entry-line: ▬▬▬▬ ▬▬▬ ▬▬▬▬▬ ▬ ▬▬ bbox=[148, 351, 213, 357]
list-entry-line: ▬▬ ▬▬▬▬ ▬▬▬ ▬▬▬▬▬ ▬ ▬▬ bbox=[8, 432, 82, 438]
list-entry-line: ▬ ▬▬ ▬▬▬▬ ▬▬▬ ▬▬▬▬▬ ▬ ▬▬ bbox=[270, 252, 350, 258]
list-entry-line: ▬▬▬ ▬▬▬▬▬ ▬ ▬▬ ▬▬▬▬ bbox=[8, 201, 73, 207]
regiment-heading: Reserve-Jäger-Bataillon Nr. 13. bbox=[270, 477, 378, 485]
list-entry-line: ▬▬▬▬ ▬▬▬ ▬▬▬▬▬ ▬ ▬▬ ▬▬▬▬ ▬▬▬ bbox=[8, 344, 104, 350]
list-entry-line: ▬▬ ▬▬▬▬ ▬▬▬ ▬▬▬▬▬ ▬ ▬▬ bbox=[16, 534, 90, 540]
list-entry-line: ▬ ▬▬ ▬▬▬▬ ▬▬▬ ▬▬▬▬▬ ▬ ▬▬ bbox=[140, 510, 220, 516]
list-entry-line: ▬ ▬▬ ▬▬▬▬ ▬▬▬ ▬▬▬▬▬ ▬ ▬▬ bbox=[270, 292, 350, 298]
list-entry-line: ▬ ▬▬ ▬▬▬▬ ▬▬▬ ▬▬▬▬▬ ▬ bbox=[270, 317, 340, 323]
list-entry-line: ▬▬▬▬ ▬▬▬ ▬▬▬▬▬ ▬ ▬▬ ▬▬▬▬ bbox=[8, 370, 90, 376]
list-entry-line: ▬▬ ▬▬▬▬ ▬▬▬ ▬▬▬▬▬ ▬ ▬▬ bbox=[8, 144, 82, 150]
list-entry-line: ▬▬ ▬▬▬▬ ▬▬▬ ▬▬▬▬▬ ▬ ▬▬ ▬▬▬▬ ▬▬▬ bbox=[8, 380, 113, 386]
section-divider bbox=[270, 540, 394, 541]
list-entry-line: ▬▬▬ ▬▬▬▬▬ ▬ ▬▬ ▬▬▬▬ ▬▬▬ ▬▬▬▬▬ ▬ ▬▬ ▬▬▬▬ bbox=[8, 227, 139, 233]
list-entry-line: ▬▬▬▬▬ ▬ ▬▬ ▬▬▬▬ ▬▬▬ ▬▬▬▬▬ bbox=[140, 356, 226, 362]
list-entry-line: ▬▬▬▬ ▬▬▬ ▬▬▬▬▬ ▬ ▬▬ bbox=[8, 396, 73, 402]
list-entry-line: ▬▬▬ ▬▬▬▬▬ ▬ ▬▬ ▬▬▬▬ ▬▬▬ ▬▬▬▬▬ ▬ bbox=[140, 203, 245, 208]
list-entry-line: ▬▬▬▬▬ ▬ ▬▬ ▬▬▬▬ ▬▬▬ ▬▬▬▬▬ ▬ ▬▬ ▬▬▬▬ bbox=[270, 434, 388, 440]
list-entry-line: ▬ ▬▬ ▬▬▬▬ ▬▬▬ ▬▬▬▬▬ ▬ ▬▬ ▬▬▬▬ ▬▬▬ bbox=[8, 417, 118, 423]
list-entry-line: ▬▬▬▬ ▬▬▬ ▬▬▬▬▬ ▬ ▬▬ ▬▬▬▬ ▬▬▬ ▬▬▬▬▬ bbox=[140, 515, 257, 521]
list-entry-line: ▬▬▬ ▬▬▬▬▬ ▬ ▬▬ ▬▬▬▬ ▬▬▬ bbox=[16, 175, 94, 181]
list-entry-line: ▬▬▬▬▬ ▬ ▬▬ ▬▬▬▬ ▬▬▬ ▬▬▬▬▬ ▬ ▬▬ ▬▬▬▬ bbox=[148, 115, 266, 121]
list-entry-line: ▬▬▬▬▬ ▬ ▬▬ ▬▬▬▬ ▬▬▬ ▬▬▬▬▬ ▬ ▬▬ ▬▬▬▬ ▬▬▬ bbox=[140, 408, 271, 414]
list-entry-line: ▬▬▬ ▬▬▬▬▬ ▬ ▬▬ ▬▬▬▬ bbox=[140, 444, 205, 450]
list-entry-line: ▬ ▬▬ ▬▬▬▬ ▬▬▬ ▬▬▬▬▬ ▬ ▬▬ bbox=[140, 21, 220, 27]
list-entry-line: ▬▬ ▬▬▬▬ ▬▬▬ ▬▬▬▬▬ ▬ ▬▬ ▬▬▬▬ ▬▬▬ ▬▬▬▬▬ ▬ bbox=[278, 574, 409, 580]
list-entry-line: ▬▬▬▬▬ ▬ ▬▬ ▬▬▬▬ ▬▬▬ ▬▬▬▬▬ ▬ ▬▬ bbox=[140, 141, 241, 147]
list-entry-line: ▬▬ ▬▬▬▬ ▬▬▬ ▬▬▬▬▬ ▬ ▬▬ ▬▬▬▬ ▬▬▬ ▬▬▬▬▬ bbox=[270, 333, 396, 339]
list-entry-line: ▬ ▬▬ ▬▬▬▬ ▬▬▬ ▬▬▬▬▬ ▬ ▬▬ bbox=[270, 424, 350, 430]
list-entry-line: ▬▬▬ ▬▬▬▬▬ ▬ ▬▬ ▬▬▬▬ bbox=[270, 579, 335, 585]
list-entry-line: ▬▬▬▬▬ ▬ ▬▬ ▬▬▬▬ ▬▬▬ bbox=[16, 427, 81, 433]
list-entry-line: ▬▬▬▬▬ ▬ ▬▬ ▬▬▬▬ ▬▬▬ ▬▬▬▬▬ ▬ ▬▬ ▬▬▬▬ bbox=[270, 495, 388, 501]
list-entry-line: ▬▬▬▬▬ ▬ ▬▬ ▬▬▬▬ ▬▬▬ ▬▬▬▬▬ ▬ ▬▬ bbox=[140, 57, 241, 63]
list-entry-line: ▬ ▬▬ ▬▬▬▬ ▬▬▬ ▬▬▬▬▬ bbox=[140, 156, 205, 162]
list-entry-line: ▬▬▬▬ ▬▬▬ ▬▬▬▬▬ ▬ ▬▬ bbox=[270, 374, 335, 380]
regiment-heading: 10. Infanterie-Regiment Nr. 134, Plauen. bbox=[140, 84, 253, 99]
list-entry-line: ▬ ▬▬ ▬▬▬▬ ▬▬▬ ▬▬▬▬▬ ▬ ▬▬ bbox=[8, 181, 88, 186]
list-entry-line: ▬▬▬ ▬▬▬▬▬ ▬ ▬▬ ▬▬▬▬ ▬▬▬ ▬▬▬▬▬ ▬ ▬▬ ▬▬▬▬ bbox=[8, 72, 139, 78]
list-entry-line: ▬▬▬▬▬ ▬ ▬▬ ▬▬▬▬ ▬▬▬ ▬▬▬▬▬ ▬ ▬▬ ▬▬▬▬ bbox=[148, 520, 266, 526]
issue-date: 26. November 1915. bbox=[319, 3, 392, 11]
list-entry-line: ▬▬▬▬ ▬▬▬ ▬▬▬▬▬ ▬ ▬▬ ▬▬▬▬ ▬▬▬ bbox=[16, 211, 112, 217]
list-entry-line: ▬▬▬▬ ▬▬▬ ▬▬▬▬▬ ▬ ▬▬ ▬▬▬▬ ▬▬▬ ▬▬▬▬▬ ▬ ▬▬ bbox=[270, 124, 401, 130]
list-entry-line: ▬▬▬▬ ▬▬▬ ▬▬▬▬▬ ▬ ▬▬ ▬▬▬▬ ▬▬▬ ▬▬▬▬▬ bbox=[140, 110, 257, 116]
list-entry-line: ▬ ▬▬ ▬▬▬▬ ▬▬▬ ▬▬▬▬▬ ▬ ▬▬ ▬▬▬▬ bbox=[140, 233, 237, 239]
list-entry-line: ▬▬▬ ▬▬▬▬▬ ▬ ▬▬ ▬▬▬▬ ▬▬▬ ▬▬▬▬▬ ▬ ▬▬ bbox=[270, 364, 384, 370]
list-entry-line: ▬▬ ▬▬▬▬ ▬▬▬ ▬▬▬▬▬ ▬ ▬▬ ▬▬▬▬ ▬▬▬ ▬▬▬▬▬ ▬ bbox=[8, 41, 139, 47]
list-entry-line: ▬▬▬ ▬▬▬▬▬ ▬ ▬▬ ▬▬▬▬ bbox=[140, 41, 205, 47]
list-entry-line: ▬▬▬▬ ▬▬▬ ▬▬▬▬▬ ▬ ▬▬ ▬▬▬▬ ▬▬▬ ▬▬▬▬▬ ▬ ▬▬ bbox=[8, 134, 139, 140]
list-entry-line: ▬ ▬▬ ▬▬▬▬ ▬▬▬ ▬▬▬▬▬ ▬ ▬▬ bbox=[270, 485, 350, 491]
regiment-heading: Schützen (Füs.) Regt. Nr. 108, Dresden. bbox=[8, 460, 113, 475]
list-entry-line: ▬▬▬▬▬ ▬ ▬▬ ▬▬▬▬ ▬▬▬ ▬▬▬▬▬ ▬ bbox=[270, 232, 362, 238]
